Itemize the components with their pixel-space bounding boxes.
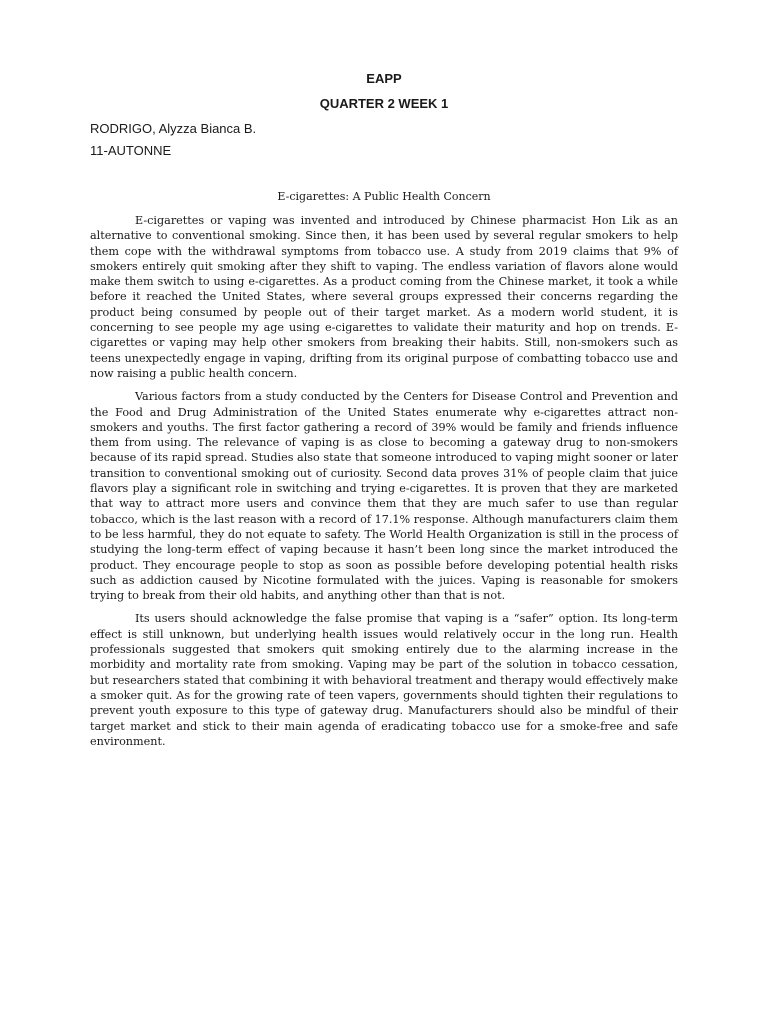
essay-paragraph-3: Its users should acknowledge the false promise that vaping is a “safer” option. Its long-term effect is still unknown, but underlying health issues would relatively occur in the long run. Health professionals suggested that smokers quit smoking entirely due to the alarming increase in the morbidity and mortality rate from smoking. Vaping may be part of the solution in tobacco cessation, but researchers stated that combining it with behavioral treatment and therapy would effectively make a smoker quit. As for the growing rate of teen vapers, governments should tighten their regulations to prevent youth exposure to this type of gateway drug. Manufacturers should also be mindful of their target market and stick to their main agenda of eradicating tobacco use for a smoke-free and safe environment. [90,612,678,748]
essay-body [90,213,678,757]
subject-heading: EAPP [366,71,402,86]
essay-title: E-cigarettes: A Public Health Concern [277,190,491,203]
essay-paragraph-2: Various factors from a study conducted by the Centers for Disease Control and Prevention and the Food and Drug Administration of the United States enumerate why e-cigarettes attract non-smokers and youths. The first factor gathering a record of 39% would be family and friends influence them from using. The relevance of vaping is as close to becoming a gateway drug to non-smokers because of its rapid spread. Studies also state that someone introduced to vaping might sooner or later transition to conventional smoking out of curiosity. Second data proves 31% of people claim that juice flavors play a significant role in switching and trying e-cigarettes. It is proven that they are marketed that way to attract more users and convince them that they are much safer to use than regular tobacco, which is the last reason with a record of 17.1% response. Although manufacturers claim them to be less harmful, they do not equate to safety. The World Health Organization is still in the process of studying the long-term effect of vaping because it hasn’t been long since the market introduced the product. They encourage people to stop as soon as possible before developing potential health risks such as addiction caused by Nicotine formulated with the juices. Vaping is reasonable for smokers trying to break from their old habits, and anything other than that is not. [90,390,678,603]
essay-paragraph-1: E-cigarettes or vaping was invented and introduced by Chinese pharmacist Hon Lik as an alternative to conventional smoking. Since then, it has been used by several regular smokers to help them cope with the withdrawal symptoms from tobacco use. A study from 2019 claims that 9% of smokers entirely quit smoking after they shift to vaping. The endless variation of flavors alone would make them switch to using e-cigarettes. As a product coming from the Chinese market, it took a while before it reached the United States, where several groups expressed their concerns regarding the product being consumed by people out of their target market. As a modern world student, it is concerning to see people my age using e-cigarettes to validate their maturity and hop on trends. E-cigarettes or vaping may help other smokers from breaking their habits. Still, non-smokers such as teens unexpectedly engage in vaping, drifting from its original purpose of combatting tobacco use and now raising a public health concern. [90,214,678,380]
student-section: 11-AUTONNE [90,143,172,158]
quarter-heading: QUARTER 2 WEEK 1 [319,96,449,111]
student-name: RODRIGO, Alyzza Bianca B. [90,121,257,136]
